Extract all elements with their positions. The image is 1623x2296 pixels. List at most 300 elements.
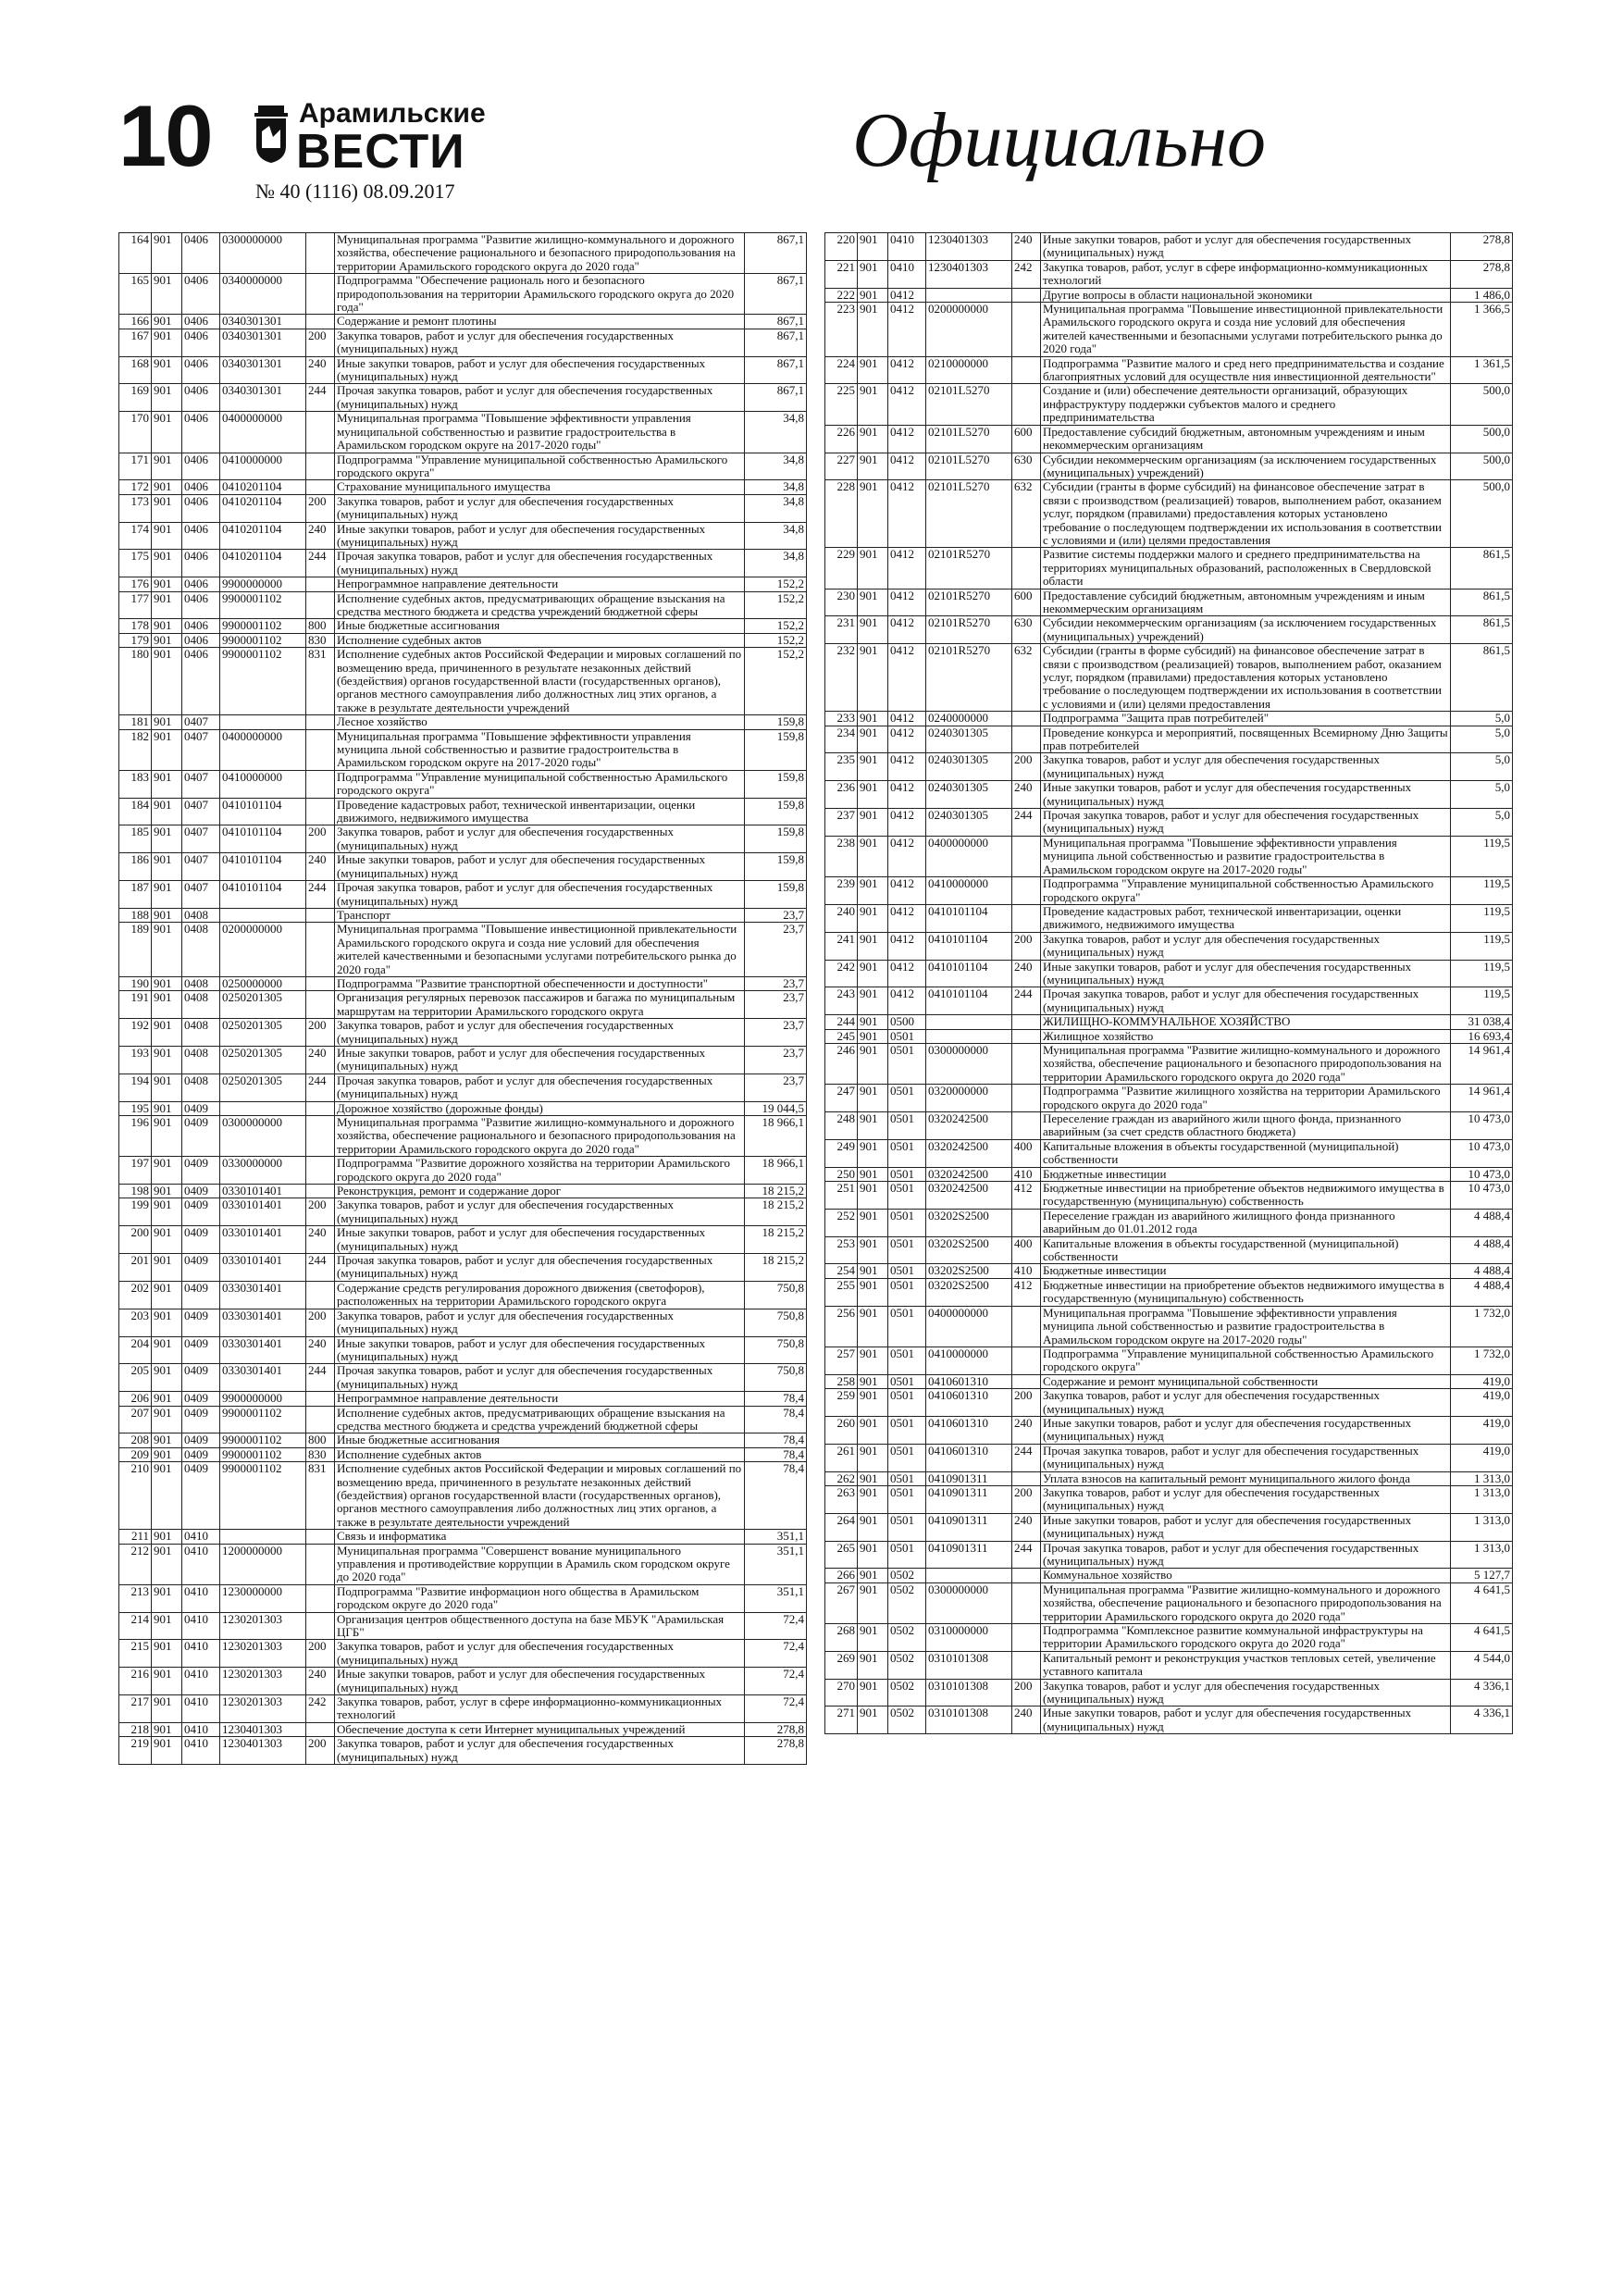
table-row	[119, 1364, 807, 1392]
expense-type	[1012, 1085, 1041, 1112]
target-code: 0210000000	[926, 356, 1012, 384]
target-code: 0250201305	[220, 991, 306, 1019]
item-name: Уплата взносов на капитальный ремонт муниципального жилого фонда	[1041, 1471, 1451, 1485]
table-row	[825, 1471, 1513, 1485]
expense-type: 800	[306, 619, 335, 633]
row-number: 233	[825, 712, 858, 726]
target-code: 0410201104	[220, 494, 306, 522]
admin-code: 901	[152, 1530, 182, 1544]
row-number: 207	[119, 1406, 152, 1433]
section-code: 0408	[182, 991, 220, 1019]
target-code: 0200000000	[926, 303, 1012, 357]
section-code: 0409	[182, 1281, 220, 1309]
amount: 10 473,0	[1451, 1167, 1513, 1181]
expense-type	[306, 1157, 335, 1185]
expense-type	[306, 1116, 335, 1157]
target-code: 0310101308	[926, 1679, 1012, 1706]
row-number: 215	[119, 1640, 152, 1668]
table-row	[825, 1624, 1513, 1652]
table-row	[825, 960, 1513, 987]
amount: 5,0	[1451, 726, 1513, 753]
row-number: 220	[825, 233, 858, 261]
amount: 1 366,5	[1451, 303, 1513, 357]
section-code: 0501	[888, 1209, 926, 1236]
right-column	[824, 232, 1513, 1734]
section-code: 0410	[182, 1544, 220, 1584]
target-code: 03202S2500	[926, 1278, 1012, 1306]
expense-type	[306, 1722, 335, 1736]
target-code: 0410101104	[220, 798, 306, 825]
expense-type: 240	[306, 1226, 335, 1254]
expense-type	[1012, 1347, 1041, 1374]
admin-code: 901	[858, 1264, 888, 1278]
target-code: 0240301305	[926, 781, 1012, 809]
row-number: 252	[825, 1209, 858, 1236]
item-name: Иные закупки товаров, работ и услуг для обеспечения государственных (муниципальных) нужд	[1041, 1706, 1451, 1734]
expense-type: 244	[306, 384, 335, 412]
expense-type: 240	[1012, 960, 1041, 987]
target-code: 0330301401	[220, 1364, 306, 1392]
row-number: 200	[119, 1226, 152, 1254]
table-row	[825, 480, 1513, 548]
admin-code: 901	[152, 233, 182, 274]
expense-type: 240	[306, 1046, 335, 1074]
expense-type: 240	[1012, 233, 1041, 261]
amount: 861,5	[1451, 644, 1513, 712]
amount: 34,8	[745, 550, 807, 577]
amount: 867,1	[745, 356, 807, 384]
section-code: 0412	[888, 548, 926, 589]
expense-type	[306, 480, 335, 494]
table-row	[119, 1046, 807, 1074]
amount: 159,8	[745, 770, 807, 798]
table-row	[119, 715, 807, 729]
admin-code: 901	[152, 274, 182, 315]
table-row	[119, 1101, 807, 1115]
item-name: Реконструкция, ремонт и содержание дорог	[335, 1185, 745, 1198]
admin-code: 901	[858, 1043, 888, 1084]
row-number: 221	[825, 260, 858, 288]
row-number: 181	[119, 715, 152, 729]
section-code: 0501	[888, 1416, 926, 1444]
row-number: 262	[825, 1471, 858, 1485]
section-code: 0407	[182, 798, 220, 825]
expense-type	[306, 1584, 335, 1612]
target-code: 03202S2500	[926, 1236, 1012, 1264]
table-row	[825, 1015, 1513, 1029]
admin-code: 901	[152, 1668, 182, 1695]
target-code	[220, 908, 306, 922]
section-code: 0408	[182, 1019, 220, 1047]
expense-type	[1012, 1374, 1041, 1388]
row-number: 268	[825, 1624, 858, 1652]
section-code: 0409	[182, 1116, 220, 1157]
section-code: 0501	[888, 1182, 926, 1210]
section-code: 0409	[182, 1226, 220, 1254]
expense-type: 830	[306, 633, 335, 647]
table-row	[825, 877, 1513, 905]
target-code: 0410901311	[926, 1485, 1012, 1513]
table-row	[825, 1112, 1513, 1140]
target-code: 9900001102	[220, 633, 306, 647]
amount: 119,5	[1451, 877, 1513, 905]
admin-code: 901	[858, 904, 888, 932]
table-row	[119, 1668, 807, 1695]
admin-code: 901	[858, 1651, 888, 1679]
target-code	[926, 1015, 1012, 1029]
item-name: Проведение кадастровых работ, технической инвентаризации, оценки движимого, недвижимого имущества	[1041, 904, 1451, 932]
expense-type: 410	[1012, 1167, 1041, 1181]
table-row	[119, 1737, 807, 1765]
section-code: 0406	[182, 233, 220, 274]
expense-type	[306, 798, 335, 825]
admin-code: 901	[152, 1695, 182, 1723]
table-row	[119, 1198, 807, 1226]
section-code: 0407	[182, 853, 220, 881]
amount: 10 473,0	[1451, 1182, 1513, 1210]
admin-code: 901	[858, 809, 888, 837]
table-row	[119, 853, 807, 881]
amount: 78,4	[745, 1447, 807, 1461]
target-code: 0330101401	[220, 1185, 306, 1198]
expense-type: 240	[306, 853, 335, 881]
table-row	[825, 1582, 1513, 1623]
page-number: 10	[118, 87, 212, 184]
expense-type	[1012, 303, 1041, 357]
section-code: 0406	[182, 329, 220, 356]
expense-type: 831	[306, 1462, 335, 1530]
row-number: 254	[825, 1264, 858, 1278]
item-name: Капитальные вложения в объекты государственной (муниципальной) собственности	[1041, 1236, 1451, 1264]
section-code: 0409	[182, 1364, 220, 1392]
section-code: 0410	[888, 233, 926, 261]
expense-type: 240	[1012, 1706, 1041, 1734]
row-number: 188	[119, 908, 152, 922]
item-name: Иные закупки товаров, работ и услуг для обеспечения государственных (муниципальных) нужд	[1041, 960, 1451, 987]
table-row	[119, 825, 807, 853]
row-number: 213	[119, 1584, 152, 1612]
expense-type	[1012, 288, 1041, 302]
amount: 4 336,1	[1451, 1679, 1513, 1706]
item-name: Субсидии (гранты в форме субсидий) на финансовое обеспечение затрат в связи с производством (реализацией) товаров, выполнением работ, оказанием услуг, порядком (правилами) предоставления которых установлено требование о последующем подтверждении их использования в соответствии с условиями и (или) целями предоставления	[1041, 480, 1451, 548]
admin-code: 901	[858, 356, 888, 384]
item-name: Закупка товаров, работ и услуг для обеспечения государственных (муниципальных) нужд	[335, 494, 745, 522]
admin-code: 901	[152, 522, 182, 550]
admin-code: 901	[858, 987, 888, 1015]
expense-type	[1012, 1029, 1041, 1043]
admin-code: 901	[152, 715, 182, 729]
item-name: Закупка товаров, работ и услуг для обеспечения государственных (муниципальных) нужд	[335, 1640, 745, 1668]
section-code: 0412	[888, 453, 926, 480]
table-row	[119, 274, 807, 315]
amount: 19 044,5	[745, 1101, 807, 1115]
amount: 159,8	[745, 853, 807, 881]
target-code: 02101L5270	[926, 453, 1012, 480]
target-code: 0330101401	[220, 1198, 306, 1226]
item-name: Капитальные вложения в объекты государственной (муниципальной) собственности	[1041, 1139, 1451, 1167]
target-code: 0400000000	[220, 412, 306, 453]
row-number: 255	[825, 1278, 858, 1306]
section-code: 0406	[182, 648, 220, 715]
table-row	[119, 798, 807, 825]
item-name: Подпрограмма "Управление муниципальной собственностью Арамильского городского округа"	[335, 453, 745, 480]
item-name: Субсидии некоммерческим организациям (за исключением государственных (муниципальных) учреждений)	[1041, 453, 1451, 480]
admin-code: 901	[858, 480, 888, 548]
expense-type: 244	[306, 881, 335, 909]
target-code: 9900001102	[220, 591, 306, 619]
section-code: 0501	[888, 1236, 926, 1264]
section-code: 0501	[888, 1306, 926, 1347]
admin-code: 901	[858, 1029, 888, 1043]
admin-code: 901	[152, 591, 182, 619]
admin-code: 901	[152, 908, 182, 922]
row-number: 253	[825, 1236, 858, 1264]
row-number: 270	[825, 1679, 858, 1706]
expense-type: 242	[1012, 260, 1041, 288]
row-number: 212	[119, 1544, 152, 1584]
target-code: 0410601310	[926, 1374, 1012, 1388]
row-number: 201	[119, 1254, 152, 1282]
row-number: 194	[119, 1074, 152, 1101]
item-name: Прочая закупка товаров, работ и услуг для обеспечения государственных (муниципальных) нужд	[335, 1074, 745, 1101]
target-code: 0300000000	[926, 1582, 1012, 1623]
item-name: Непрограммное направление деятельности	[335, 1392, 745, 1406]
item-name: Создание и (или) обеспечение деятельности организаций, образующих инфраструктуру поддержки субъектов малого и среднего предпринимательства	[1041, 384, 1451, 425]
amount: 1 361,5	[1451, 356, 1513, 384]
section-code: 0501	[888, 1085, 926, 1112]
admin-code: 901	[152, 1544, 182, 1584]
admin-code: 901	[152, 825, 182, 853]
item-name: Иные закупки товаров, работ и услуг для обеспечения государственных (муниципальных) нужд	[335, 1046, 745, 1074]
admin-code: 901	[858, 453, 888, 480]
expense-type	[1012, 1209, 1041, 1236]
admin-code: 901	[152, 453, 182, 480]
table-row	[119, 633, 807, 647]
expense-type	[306, 715, 335, 729]
row-number: 211	[119, 1530, 152, 1544]
item-name: Предоставление субсидий бюджетным, автономным учреждениям и иным некоммерческим организациям	[1041, 589, 1451, 616]
admin-code: 901	[858, 960, 888, 987]
item-name: Дорожное хозяйство (дорожные фонды)	[335, 1101, 745, 1115]
section-code: 0407	[182, 770, 220, 798]
table-row	[825, 644, 1513, 712]
row-number: 246	[825, 1043, 858, 1084]
row-number: 242	[825, 960, 858, 987]
expense-type	[306, 315, 335, 329]
row-number: 266	[825, 1569, 858, 1582]
target-code: 1230401303	[220, 1737, 306, 1765]
target-code	[220, 1101, 306, 1115]
amount: 861,5	[1451, 548, 1513, 589]
target-code: 02101R5270	[926, 589, 1012, 616]
expense-type	[306, 577, 335, 591]
admin-code: 901	[858, 1085, 888, 1112]
row-number: 169	[119, 384, 152, 412]
item-name: Муниципальная программа "Развитие жилищно-коммунального и дорожного хозяйства, обеспечение рационального и безопасного природопользования на территории Арамильского городского округа до 2020 года"	[335, 233, 745, 274]
amount: 78,4	[745, 1406, 807, 1433]
target-code: 0250201305	[220, 1074, 306, 1101]
target-code: 9900001102	[220, 1447, 306, 1461]
expense-type	[306, 1544, 335, 1584]
section-code: 0500	[888, 1015, 926, 1029]
item-name: Муниципальная программа "Повышение эффективности управления муниципа льной собственностью и развитие градостроительства в Арамильском городском округе на 2017-2020 годы"	[1041, 836, 1451, 876]
admin-code: 901	[152, 1392, 182, 1406]
section-code: 0501	[888, 1347, 926, 1374]
item-name: Муниципальная программа "Повышение эффективности управления муниципа льной собственностью и развитие градостроительства в Арамильском городском округе на 2017-2020 годы"	[1041, 1306, 1451, 1347]
amount: 278,8	[745, 1737, 807, 1765]
target-code: 0410901311	[926, 1541, 1012, 1569]
target-code: 0340301301	[220, 315, 306, 329]
amount: 4 544,0	[1451, 1651, 1513, 1679]
item-name: Муниципальная программа "Развитие жилищно-коммунального и дорожного хозяйства, обеспечение рационального и безопасного природопользования на территории Арамильского городского округа до 2020 года"	[335, 1116, 745, 1157]
item-name: Муниципальная программа "Повышение эффективности управления муниципальной собственностью и развитие градостроительства в Арамильском городском округе на 2017-2020 годы"	[335, 412, 745, 453]
row-number: 173	[119, 494, 152, 522]
amount: 152,2	[745, 633, 807, 647]
section-code: 0412	[888, 904, 926, 932]
amount: 4 488,4	[1451, 1209, 1513, 1236]
table-row	[119, 233, 807, 274]
expense-type: 630	[1012, 616, 1041, 644]
admin-code: 901	[858, 1167, 888, 1181]
table-row	[825, 1651, 1513, 1679]
row-number: 195	[119, 1101, 152, 1115]
target-code: 0410101104	[926, 960, 1012, 987]
item-name: Иные закупки товаров, работ и услуг для обеспечения государственных (муниципальных) нужд	[335, 522, 745, 550]
admin-code: 901	[152, 356, 182, 384]
admin-code: 901	[152, 619, 182, 633]
table-row	[119, 976, 807, 990]
admin-code: 901	[858, 753, 888, 781]
item-name: Иные закупки товаров, работ и услуг для обеспечения государственных (муниципальных) нужд	[1041, 1416, 1451, 1444]
target-code: 1230201303	[220, 1612, 306, 1640]
expense-type	[306, 412, 335, 453]
row-number: 244	[825, 1015, 858, 1029]
amount: 419,0	[1451, 1374, 1513, 1388]
row-number: 187	[119, 881, 152, 909]
admin-code: 901	[152, 1101, 182, 1115]
amount: 159,8	[745, 798, 807, 825]
item-name: Иные закупки товаров, работ и услуг для обеспечения государственных (муниципальных) нужд	[335, 1668, 745, 1695]
table-row	[825, 1485, 1513, 1513]
section-code: 0406	[182, 550, 220, 577]
target-code: 0240301305	[926, 726, 1012, 753]
left-column	[118, 232, 807, 1765]
admin-code: 901	[152, 480, 182, 494]
target-code: 0300000000	[220, 1116, 306, 1157]
admin-code: 901	[858, 288, 888, 302]
target-code: 9900001102	[220, 619, 306, 633]
expense-type: 244	[1012, 1541, 1041, 1569]
row-number: 209	[119, 1447, 152, 1461]
expense-type	[306, 1530, 335, 1544]
table-row	[825, 260, 1513, 288]
target-code: 9900000000	[220, 577, 306, 591]
amount: 500,0	[1451, 384, 1513, 425]
section-code: 0502	[888, 1582, 926, 1623]
expense-type: 200	[1012, 1389, 1041, 1417]
section-code: 0406	[182, 619, 220, 633]
admin-code: 901	[858, 1374, 888, 1388]
item-name: Прочая закупка товаров, работ и услуг для обеспечения государственных (муниципальных) нужд	[335, 384, 745, 412]
target-code: 9900000000	[220, 1392, 306, 1406]
table-row	[825, 1182, 1513, 1210]
admin-code: 901	[858, 932, 888, 960]
table-row	[825, 987, 1513, 1015]
row-number: 245	[825, 1029, 858, 1043]
section-code: 0406	[182, 494, 220, 522]
section-code: 0410	[182, 1737, 220, 1765]
target-code: 0300000000	[220, 233, 306, 274]
section-code: 0408	[182, 1074, 220, 1101]
row-number: 206	[119, 1392, 152, 1406]
target-code: 02101R5270	[926, 548, 1012, 589]
expense-type	[306, 1185, 335, 1198]
row-number: 222	[825, 288, 858, 302]
target-code: 03202S2500	[926, 1264, 1012, 1278]
item-name: Муниципальная программа "Совершенст вование муниципального управления и противодействие коррупции в Арамиль ском городском округе до 2020 года"	[335, 1544, 745, 1584]
section-code: 0412	[888, 836, 926, 876]
issue-number-date: № 40 (1116) 08.09.2017	[255, 180, 455, 203]
page-header	[118, 87, 1266, 204]
row-number: 216	[119, 1668, 152, 1695]
item-name: Муниципальная программа "Повышение инвестиционной привлекательности Арамильского городского округа и созда ние условий для обеспечения жителей качественными и безопасными услугами потребительского рынка до 2020 года"	[1041, 303, 1451, 357]
row-number: 232	[825, 644, 858, 712]
item-name: Бюджетные инвестиции на приобретение объектов недвижимого имущества в государственную (муниципальную) собственность	[1041, 1182, 1451, 1210]
row-number: 192	[119, 1019, 152, 1047]
target-code: 02101L5270	[926, 384, 1012, 425]
expense-type: 240	[1012, 1513, 1041, 1541]
admin-code: 901	[152, 1074, 182, 1101]
row-number: 231	[825, 616, 858, 644]
amount: 750,8	[745, 1364, 807, 1392]
section-code: 0409	[182, 1462, 220, 1530]
admin-code: 901	[858, 1569, 888, 1582]
amount: 31 038,4	[1451, 1015, 1513, 1029]
amount: 867,1	[745, 315, 807, 329]
admin-code: 901	[152, 1116, 182, 1157]
amount: 750,8	[745, 1336, 807, 1364]
section-code: 0409	[182, 1254, 220, 1282]
expense-type	[1012, 1582, 1041, 1623]
row-number: 248	[825, 1112, 858, 1140]
section-code: 0412	[888, 781, 926, 809]
amount: 18 215,2	[745, 1226, 807, 1254]
table-row	[825, 836, 1513, 876]
amount: 18 215,2	[745, 1185, 807, 1198]
table-row	[119, 1074, 807, 1101]
table-row	[825, 1209, 1513, 1236]
amount: 34,8	[745, 480, 807, 494]
section-code: 0412	[888, 932, 926, 960]
item-name: Субсидии некоммерческим организациям (за исключением государственных (муниципальных) учреждений)	[1041, 616, 1451, 644]
target-code	[926, 1029, 1012, 1043]
row-number: 210	[119, 1462, 152, 1530]
expense-type: 800	[306, 1433, 335, 1447]
table-row	[119, 1157, 807, 1185]
section-code: 0501	[888, 1444, 926, 1471]
expense-type: 600	[1012, 589, 1041, 616]
section-code: 0408	[182, 908, 220, 922]
item-name: Закупка товаров, работ и услуг для обеспечения государственных (муниципальных) нужд	[1041, 753, 1451, 781]
target-code: 0250000000	[220, 976, 306, 990]
expense-type	[306, 233, 335, 274]
table-row	[119, 619, 807, 633]
amount: 351,1	[745, 1544, 807, 1584]
target-code: 0240301305	[926, 753, 1012, 781]
amount: 119,5	[1451, 987, 1513, 1015]
expense-type: 200	[306, 494, 335, 522]
amount: 1 732,0	[1451, 1347, 1513, 1374]
